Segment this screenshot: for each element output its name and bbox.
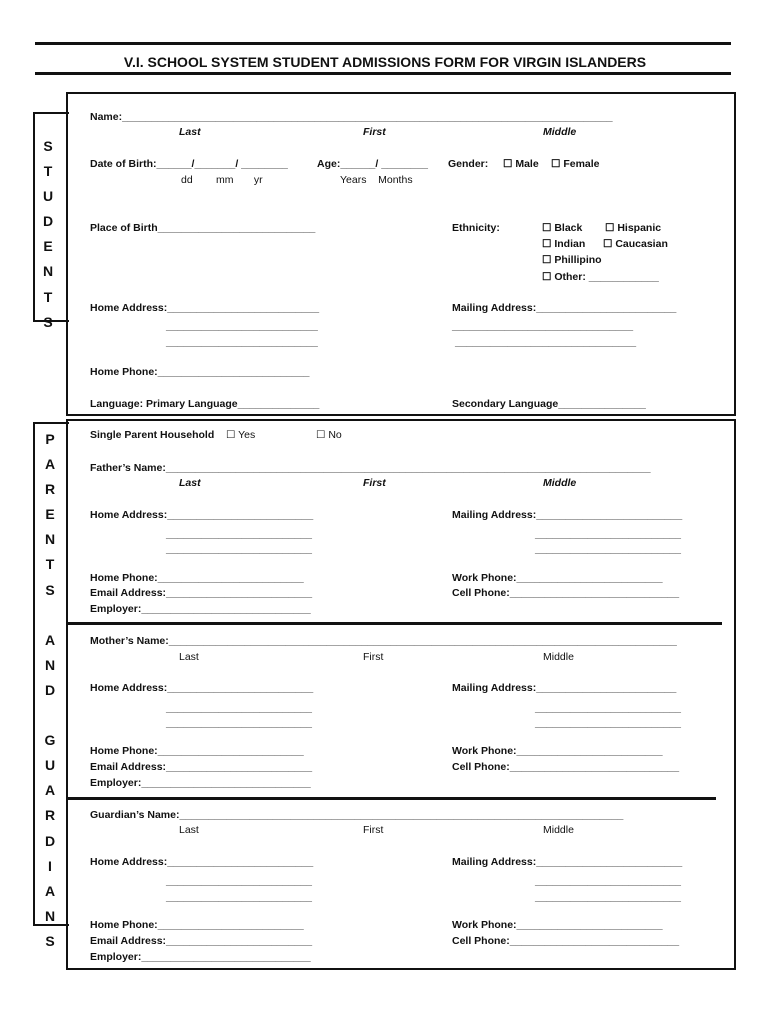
student-home-address-field[interactable]: Home Address:__________________________	[90, 302, 320, 314]
ethnicity-phillipino-checkbox[interactable]: ☐ Phillipino	[542, 254, 602, 266]
mother-home-phone-field[interactable]: Home Phone:_________________________	[90, 745, 304, 757]
student-mailing-address-line3[interactable]: _______________________________	[455, 336, 637, 348]
father-name-field[interactable]: Father’s Name:___________________________________________________________________________________	[90, 462, 651, 474]
place-of-birth-field[interactable]: Place of Birth___________________________	[90, 222, 316, 234]
father-employer-field[interactable]: Employer:_____________________________	[90, 603, 311, 615]
single-parent-label: Single Parent Household	[90, 429, 215, 441]
parents-section	[66, 419, 736, 970]
ethnicity-indian-checkbox[interactable]: ☐ Indian	[542, 238, 586, 250]
students-side-letter: S	[43, 313, 53, 330]
mother-employer-field[interactable]: Employer:_____________________________	[90, 777, 311, 789]
mother-mailing-address-field[interactable]: Mailing Address:________________________	[452, 682, 677, 694]
father-cell-phone-field[interactable]: Cell Phone:_____________________________	[452, 587, 680, 599]
guardian-last-label: Last	[179, 824, 199, 836]
parents-side-letter: G	[44, 732, 56, 749]
guardian-home-address-line3[interactable]: _________________________	[166, 891, 312, 903]
student-name-field[interactable]: Name:____________________________________________________________________________________	[90, 111, 613, 123]
parents-side-letter: A	[44, 631, 56, 648]
parents-side-letter: E	[45, 506, 55, 523]
guardian-employer-field[interactable]: Employer:_____________________________	[90, 951, 311, 963]
parents-side-letter	[37, 703, 63, 728]
student-mailing-address-line2[interactable]: _______________________________	[452, 320, 634, 332]
mother-first-label: First	[363, 651, 384, 663]
age-field[interactable]: Age:______/ ________	[317, 158, 428, 170]
form-title: V.I. SCHOOL SYSTEM STUDENT ADMISSIONS FORM FOR VIRGIN ISLANDERS	[123, 54, 647, 70]
parents-side-letter: P	[45, 431, 55, 447]
parents-side-letter: D	[44, 832, 56, 849]
parents-side-label	[37, 427, 63, 954]
student-home-address-line2[interactable]: __________________________	[166, 320, 318, 332]
primary-language-field[interactable]: Language: Primary Language______________	[90, 398, 320, 410]
guardian-first-label: First	[363, 824, 384, 836]
mother-name-field[interactable]: Mother’s Name:_______________________________________________________________________________________	[90, 635, 677, 647]
father-first-label: First	[363, 477, 386, 489]
gender-female-checkbox[interactable]: ☐ Female	[551, 158, 600, 170]
guardian-home-address-line2[interactable]: _________________________	[166, 875, 312, 887]
ethnicity-black-checkbox[interactable]: ☐ Black	[542, 222, 583, 234]
student-last-label: Last	[179, 126, 201, 138]
father-email-field[interactable]: Email Address:_________________________	[90, 587, 313, 599]
students-side-letter: E	[43, 238, 53, 255]
secondary-language-field[interactable]: Secondary Language_______________	[452, 398, 646, 410]
guardian-middle-label: Middle	[543, 824, 574, 836]
guardian-mailing-address-field[interactable]: Mailing Address:_________________________	[452, 856, 683, 868]
title-underline	[35, 72, 731, 75]
students-side-letter: N	[42, 263, 54, 280]
parents-side-letter: A	[44, 782, 56, 799]
ethnicity-caucasian-checkbox[interactable]: ☐ Caucasian	[603, 238, 668, 250]
mother-home-address-line3[interactable]: _________________________	[166, 717, 312, 729]
mother-email-field[interactable]: Email Address:_________________________	[90, 761, 313, 773]
parents-side-letter	[37, 603, 63, 628]
students-side-letter: T	[43, 163, 53, 180]
parents-side-letter: S	[45, 932, 55, 949]
student-mailing-address-field[interactable]: Mailing Address:________________________	[452, 302, 677, 314]
mother-middle-label: Middle	[543, 651, 574, 663]
mother-cell-phone-field[interactable]: Cell Phone:_____________________________	[452, 761, 680, 773]
top-rule	[35, 42, 731, 45]
mother-mailing-address-line2[interactable]: _________________________	[535, 702, 681, 714]
dob-field[interactable]: Date of Birth:______/_______/ ________	[90, 158, 288, 170]
parents-side-letter: I	[48, 857, 52, 874]
students-side-letter: D	[42, 213, 54, 230]
father-home-address-line3[interactable]: _________________________	[166, 543, 312, 555]
students-side-letter: S	[43, 138, 53, 154]
gender-label: Gender:	[448, 158, 489, 170]
father-mailing-address-field[interactable]: Mailing Address:_________________________	[452, 509, 683, 521]
students-side-label	[35, 134, 61, 335]
ethnicity-label: Ethnicity:	[452, 222, 500, 234]
students-side-letter: T	[43, 288, 53, 305]
single-parent-no-checkbox[interactable]: ☐ No	[316, 429, 342, 441]
father-home-phone-field[interactable]: Home Phone:_________________________	[90, 572, 304, 584]
guardian-work-phone-field[interactable]: Work Phone:_________________________	[452, 919, 663, 931]
guardian-home-phone-field[interactable]: Home Phone:_________________________	[90, 919, 304, 931]
guardian-cell-phone-field[interactable]: Cell Phone:_____________________________	[452, 935, 680, 947]
father-mother-divider	[68, 622, 722, 625]
mother-home-address-field[interactable]: Home Address:_________________________	[90, 682, 314, 694]
parents-side-letter: S	[45, 581, 55, 598]
guardian-home-address-field[interactable]: Home Address:_________________________	[90, 856, 314, 868]
guardian-name-field[interactable]: Guardian’s Name:____________________________________________________________________________	[90, 809, 624, 821]
father-work-phone-field[interactable]: Work Phone:_________________________	[452, 572, 663, 584]
father-middle-label: Middle	[543, 477, 577, 489]
ethnicity-other-checkbox[interactable]: ☐ Other: ____________	[542, 271, 659, 283]
mother-work-phone-field[interactable]: Work Phone:_________________________	[452, 745, 663, 757]
parents-side-letter: U	[44, 757, 56, 774]
guardian-email-field[interactable]: Email Address:_________________________	[90, 935, 313, 947]
age-sub-labels: Years Months	[340, 174, 413, 186]
parents-side-letter: N	[44, 531, 56, 548]
mother-last-label: Last	[179, 651, 199, 663]
dob-sub-labels: dd mm yr	[181, 174, 263, 186]
parents-side-letter: R	[44, 807, 56, 824]
mother-mailing-address-line3[interactable]: _________________________	[535, 717, 681, 729]
ethnicity-hispanic-checkbox[interactable]: ☐ Hispanic	[605, 222, 662, 234]
guardian-mailing-address-line2[interactable]: _________________________	[535, 875, 681, 887]
single-parent-yes-checkbox[interactable]: ☐ Yes	[226, 429, 256, 441]
student-home-phone-field[interactable]: Home Phone:__________________________	[90, 366, 310, 378]
parents-side-letter: T	[45, 556, 55, 573]
student-home-address-line3[interactable]: __________________________	[166, 336, 318, 348]
father-mailing-address-line3[interactable]: _________________________	[535, 543, 681, 555]
student-first-label: First	[363, 126, 386, 138]
father-mailing-address-line2[interactable]: _________________________	[535, 528, 681, 540]
parents-side-letter: N	[44, 656, 56, 673]
guardian-mailing-address-line3[interactable]: _________________________	[535, 891, 681, 903]
parents-side-letter: A	[44, 456, 56, 473]
mother-home-address-line2[interactable]: _________________________	[166, 702, 312, 714]
father-home-address-field[interactable]: Home Address:_________________________	[90, 509, 314, 521]
father-last-label: Last	[179, 477, 201, 489]
parents-side-letter: R	[44, 481, 56, 498]
gender-male-checkbox[interactable]: ☐ Male	[503, 158, 539, 170]
mother-guardian-divider	[68, 797, 716, 800]
parents-side-letter: A	[44, 882, 56, 899]
father-home-address-line2[interactable]: _________________________	[166, 528, 312, 540]
students-side-letter: U	[42, 188, 54, 205]
student-middle-label: Middle	[543, 126, 577, 138]
parents-side-letter: D	[44, 681, 56, 698]
parents-side-letter: N	[44, 907, 56, 924]
